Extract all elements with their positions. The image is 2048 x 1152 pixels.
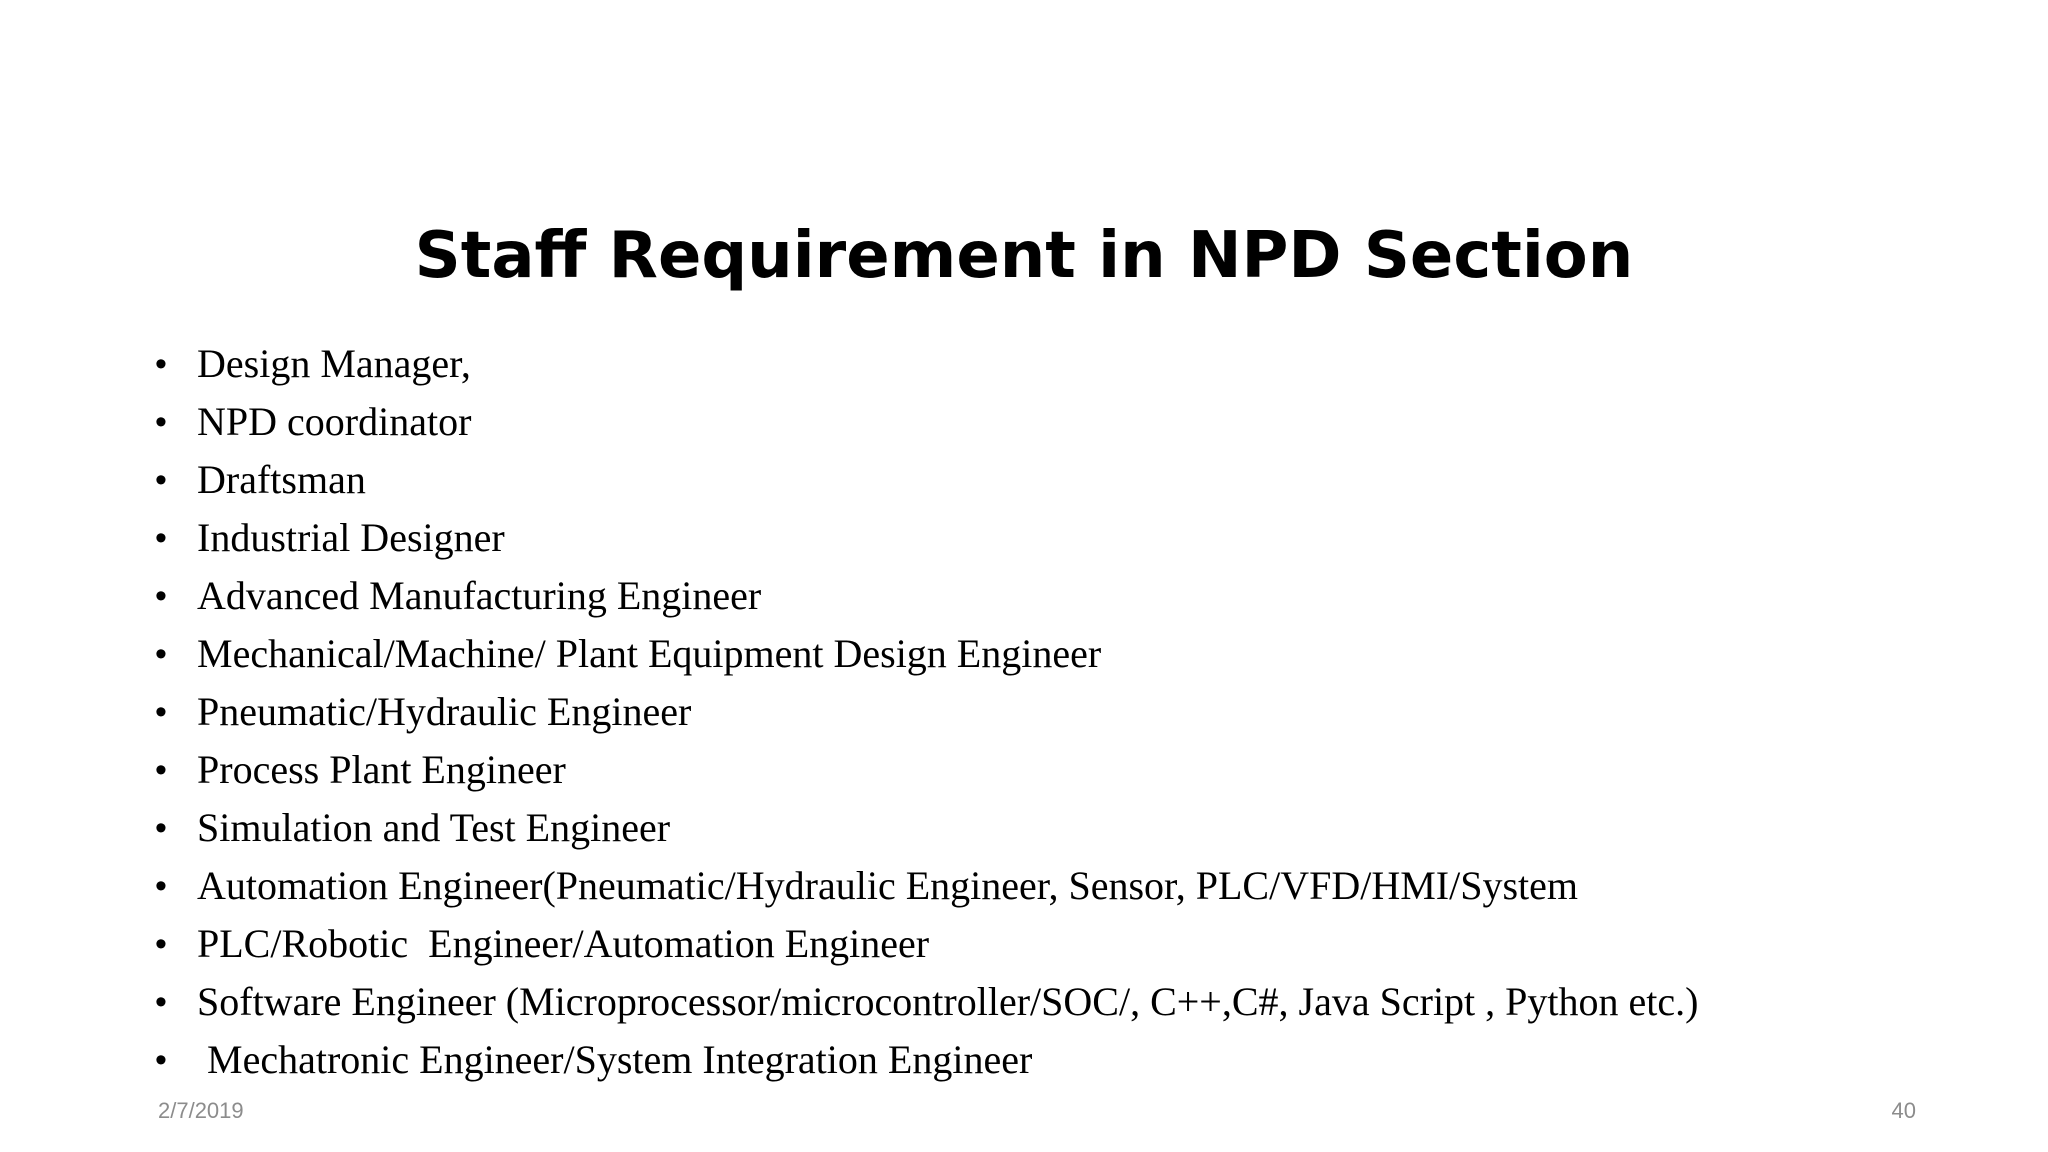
list-item-text: Pneumatic/Hydraulic Engineer — [197, 689, 692, 734]
list-item-text: PLC/Robotic Engineer/Automation Engineer — [197, 921, 930, 966]
bullet-icon: • — [155, 461, 167, 499]
bullet-list — [155, 335, 2005, 1089]
list-item — [155, 799, 2005, 857]
list-item-text: Mechatronic Engineer/System Integration Engineer — [197, 1037, 1033, 1082]
list-item — [155, 625, 2005, 683]
list-item — [155, 509, 2005, 567]
list-item-text: Automation Engineer(Pneumatic/Hydraulic Engineer, Sensor, PLC/VFD/HMI/System — [197, 863, 1579, 908]
list-item-text: Industrial Designer — [197, 515, 505, 560]
list-item-text: Mechanical/Machine/ Plant Equipment Design Engineer — [197, 631, 1102, 676]
list-item-text: NPD coordinator — [197, 399, 472, 444]
list-item-text: Process Plant Engineer — [197, 747, 566, 792]
bullet-icon: • — [155, 751, 167, 789]
list-item — [155, 973, 2005, 1031]
bullet-icon: • — [155, 403, 167, 441]
list-item — [155, 1031, 2005, 1089]
list-item-text: Advanced Manufacturing Engineer — [197, 573, 762, 618]
list-item — [155, 857, 2005, 915]
list-item — [155, 335, 2005, 393]
bullet-icon: • — [155, 983, 167, 1021]
list-item-text: Design Manager, — [197, 341, 471, 386]
bullet-icon: • — [155, 519, 167, 557]
list-item — [155, 567, 2005, 625]
footer-date: 2/7/2019 — [158, 1098, 244, 1123]
bullet-icon: • — [155, 635, 167, 673]
list-item — [155, 393, 2005, 451]
slide-title: Staff Requirement in NPD Section — [414, 219, 1634, 293]
list-item-text: Simulation and Test Engineer — [197, 805, 671, 850]
bullet-icon: • — [155, 867, 167, 905]
list-item — [155, 915, 2005, 973]
list-item-text: Software Engineer (Microprocessor/microcontroller/SOC/, C++,C#, Java Script , Python etc.) — [197, 979, 1699, 1024]
list-item-text: Draftsman — [197, 457, 366, 502]
bullet-icon: • — [155, 809, 167, 847]
bullet-icon: • — [155, 577, 167, 615]
bullet-icon: • — [155, 925, 167, 963]
list-item — [155, 741, 2005, 799]
list-item — [155, 683, 2005, 741]
bullet-icon: • — [155, 1041, 167, 1079]
page-number: 40 — [1891, 1098, 1916, 1123]
list-item — [155, 451, 2005, 509]
bullet-icon: • — [155, 345, 167, 383]
bullet-icon: • — [155, 693, 167, 731]
